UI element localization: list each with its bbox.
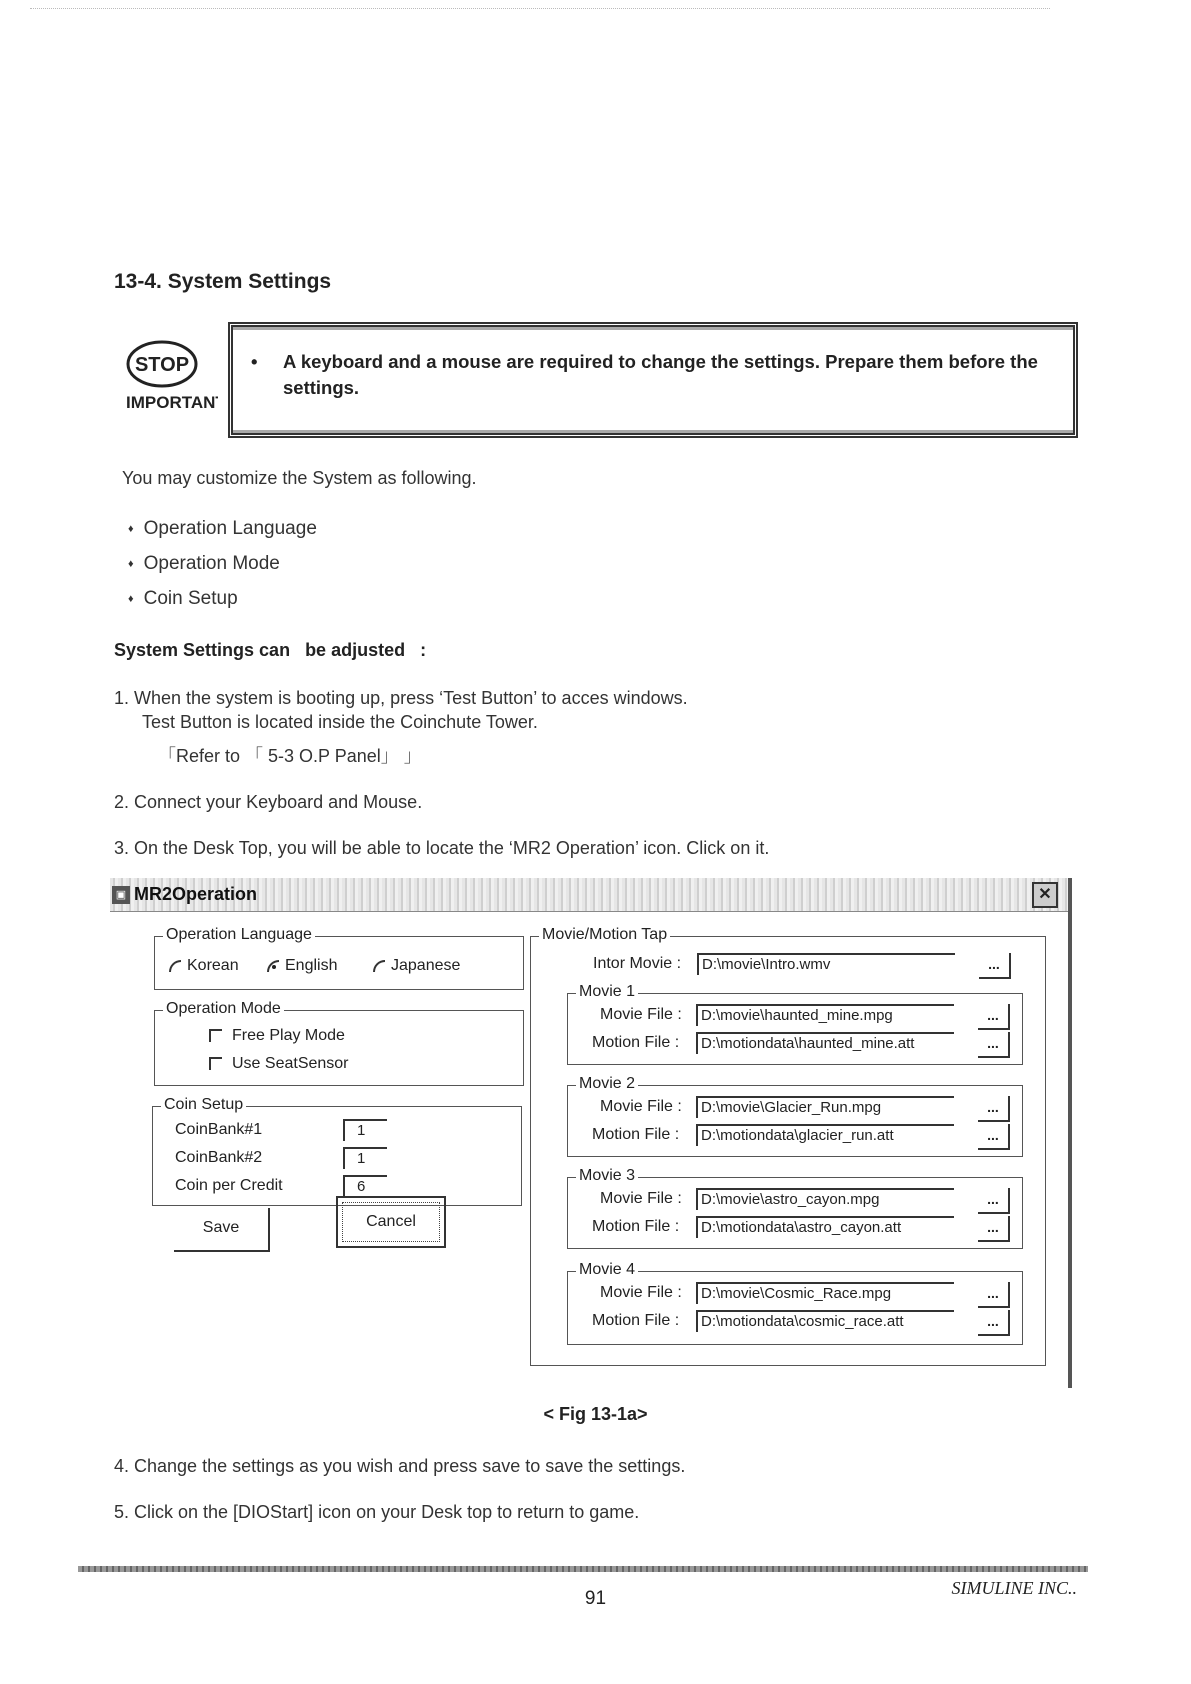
- coinbank2-input[interactable]: 1: [343, 1147, 387, 1169]
- list-item: ♦ Operation Language: [128, 518, 317, 553]
- step-1-reference: 「Refer to 「 5-3 O.P Panel」 」: [158, 746, 422, 766]
- radio-korean[interactable]: Korean: [169, 957, 239, 975]
- motion-file-label: Motion File :: [592, 1126, 680, 1143]
- motion-file-label: Motion File :: [592, 1312, 680, 1329]
- movie-4-file-field[interactable]: D:\movie\Cosmic_Race.mpg: [696, 1282, 954, 1304]
- checkbox-icon: [209, 1029, 222, 1042]
- group-label: Movie/Motion Tap: [539, 926, 670, 944]
- mr2operation-window: [110, 878, 1068, 1388]
- movie-3-browse-button[interactable]: ...: [978, 1188, 1010, 1214]
- section-title: 13-4. System Settings: [114, 270, 332, 293]
- operation-language-group: [154, 926, 524, 990]
- motion-file-label: Motion File :: [592, 1218, 680, 1235]
- list-item: ♦ Coin Setup: [128, 588, 317, 623]
- motion-4-file-field[interactable]: D:\motiondata\cosmic_race.att: [696, 1310, 954, 1332]
- window-border: [1068, 878, 1072, 1388]
- cancel-button[interactable]: Cancel: [336, 1196, 446, 1248]
- coinbank1-label: CoinBank#1: [175, 1121, 263, 1138]
- movie-2-browse-button[interactable]: ...: [978, 1096, 1010, 1122]
- notice-text: A keyboard and a mouse are required to change the settings. Prepare them before the settings.: [283, 351, 1038, 398]
- movie-1-file-field[interactable]: D:\movie\haunted_mine.mpg: [696, 1004, 954, 1026]
- motion-1-file-field[interactable]: D:\motiondata\haunted_mine.att: [696, 1032, 954, 1054]
- svg-text:STOP: STOP: [134, 354, 190, 376]
- movie-4-group: [567, 1261, 1023, 1345]
- coin-setup-group: [152, 1096, 522, 1206]
- motion-3-file-field[interactable]: D:\motiondata\astro_cayon.att: [696, 1216, 954, 1238]
- motion-2-file-field[interactable]: D:\motiondata\glacier_run.att: [696, 1124, 954, 1146]
- coin-per-credit-label: Coin per Credit: [175, 1177, 283, 1194]
- figure-caption: < Fig 13-1a>: [543, 1404, 648, 1424]
- intro-movie-browse-button[interactable]: ...: [979, 953, 1011, 979]
- radio-icon: [373, 960, 385, 972]
- svg-text:IMPORTANT: IMPORTANT: [126, 393, 218, 412]
- company-name: SIMULINE INC..: [951, 1578, 1077, 1598]
- radio-icon: [169, 960, 181, 972]
- close-icon: ✕: [1038, 886, 1052, 903]
- movie-3-group: [567, 1167, 1023, 1249]
- step-3: 3. On the Desk Top, you will be able to locate the ‘MR2 Operation’ icon. Click on it.: [114, 838, 770, 858]
- checkbox-free-play[interactable]: Free Play Mode: [209, 1027, 345, 1045]
- movie-2-file-field[interactable]: D:\movie\Glacier_Run.mpg: [696, 1096, 954, 1118]
- radio-english[interactable]: English: [267, 957, 337, 975]
- group-label: Movie 4: [576, 1261, 638, 1279]
- group-label: Operation Mode: [163, 1000, 284, 1018]
- top-rule: [30, 8, 1050, 9]
- motion-1-browse-button[interactable]: ...: [978, 1032, 1010, 1058]
- step-4: 4. Change the settings as you wish and press save to save the settings.: [114, 1456, 686, 1476]
- movie-file-label: Movie File :: [600, 1190, 682, 1207]
- motion-file-label: Motion File :: [592, 1034, 680, 1051]
- coinbank2-label: CoinBank#2: [175, 1149, 263, 1166]
- footer-rule: [78, 1566, 1088, 1572]
- window-titlebar[interactable]: [110, 878, 1068, 912]
- step-5: 5. Click on the [DIOStart] icon on your Desk top to return to game.: [114, 1502, 640, 1522]
- step-1-detail: Test Button is located inside the Coinchute Tower.: [142, 712, 538, 732]
- group-label: Movie 1: [576, 983, 638, 1001]
- coin-per-credit-input[interactable]: 6: [343, 1175, 387, 1197]
- radio-selected-icon: [267, 960, 279, 972]
- motion-3-browse-button[interactable]: ...: [978, 1216, 1010, 1242]
- notice-bottom-strip: [233, 430, 1073, 433]
- stop-important-badge: [122, 338, 218, 414]
- intro-text: You may customize the System as following.: [122, 468, 477, 488]
- intro-movie-label: Intor Movie :: [593, 955, 682, 972]
- adjust-heading: System Settings can be adjusted :: [114, 640, 427, 660]
- group-label: Movie 3: [576, 1167, 638, 1185]
- notice-bullet: •: [251, 351, 258, 372]
- list-item: ♦ Operation Mode: [128, 553, 317, 588]
- movie-file-label: Movie File :: [600, 1006, 682, 1023]
- movie-3-file-field[interactable]: D:\movie\astro_cayon.mpg: [696, 1188, 954, 1210]
- movie-motion-tap-group: [530, 926, 1046, 1366]
- feature-list: [128, 518, 317, 623]
- movie-1-group: [567, 983, 1023, 1065]
- intro-movie-field[interactable]: D:\movie\Intro.wmv: [697, 953, 955, 975]
- movie-2-group: [567, 1075, 1023, 1157]
- step-2: 2. Connect your Keyboard and Mouse.: [114, 792, 423, 812]
- radio-japanese[interactable]: Japanese: [373, 957, 460, 975]
- save-button[interactable]: Save: [174, 1208, 270, 1252]
- page-number: 91: [584, 1588, 607, 1609]
- coinbank1-input[interactable]: 1: [343, 1119, 387, 1141]
- window-title: MR2Operation: [134, 884, 258, 904]
- operation-mode-group: [154, 1000, 524, 1086]
- group-label: Operation Language: [163, 926, 315, 944]
- group-label: Coin Setup: [161, 1096, 246, 1114]
- checkbox-seat-sensor[interactable]: Use SeatSensor: [209, 1055, 349, 1073]
- movie-file-label: Movie File :: [600, 1284, 682, 1301]
- checkbox-icon: [209, 1057, 222, 1070]
- close-button[interactable]: [1032, 882, 1058, 908]
- step-1: 1. When the system is booting up, press ‘Test Button’ to acces windows.: [114, 688, 688, 708]
- movie-4-browse-button[interactable]: ...: [978, 1282, 1010, 1308]
- important-notice: [228, 322, 1078, 438]
- motion-4-browse-button[interactable]: ...: [978, 1310, 1010, 1336]
- group-label: Movie 2: [576, 1075, 638, 1093]
- notice-top-strip: [233, 327, 1073, 330]
- app-icon: ▣: [112, 886, 130, 904]
- movie-file-label: Movie File :: [600, 1098, 682, 1115]
- stop-icon: [122, 338, 218, 414]
- motion-2-browse-button[interactable]: ...: [978, 1124, 1010, 1150]
- movie-1-browse-button[interactable]: ...: [978, 1004, 1010, 1030]
